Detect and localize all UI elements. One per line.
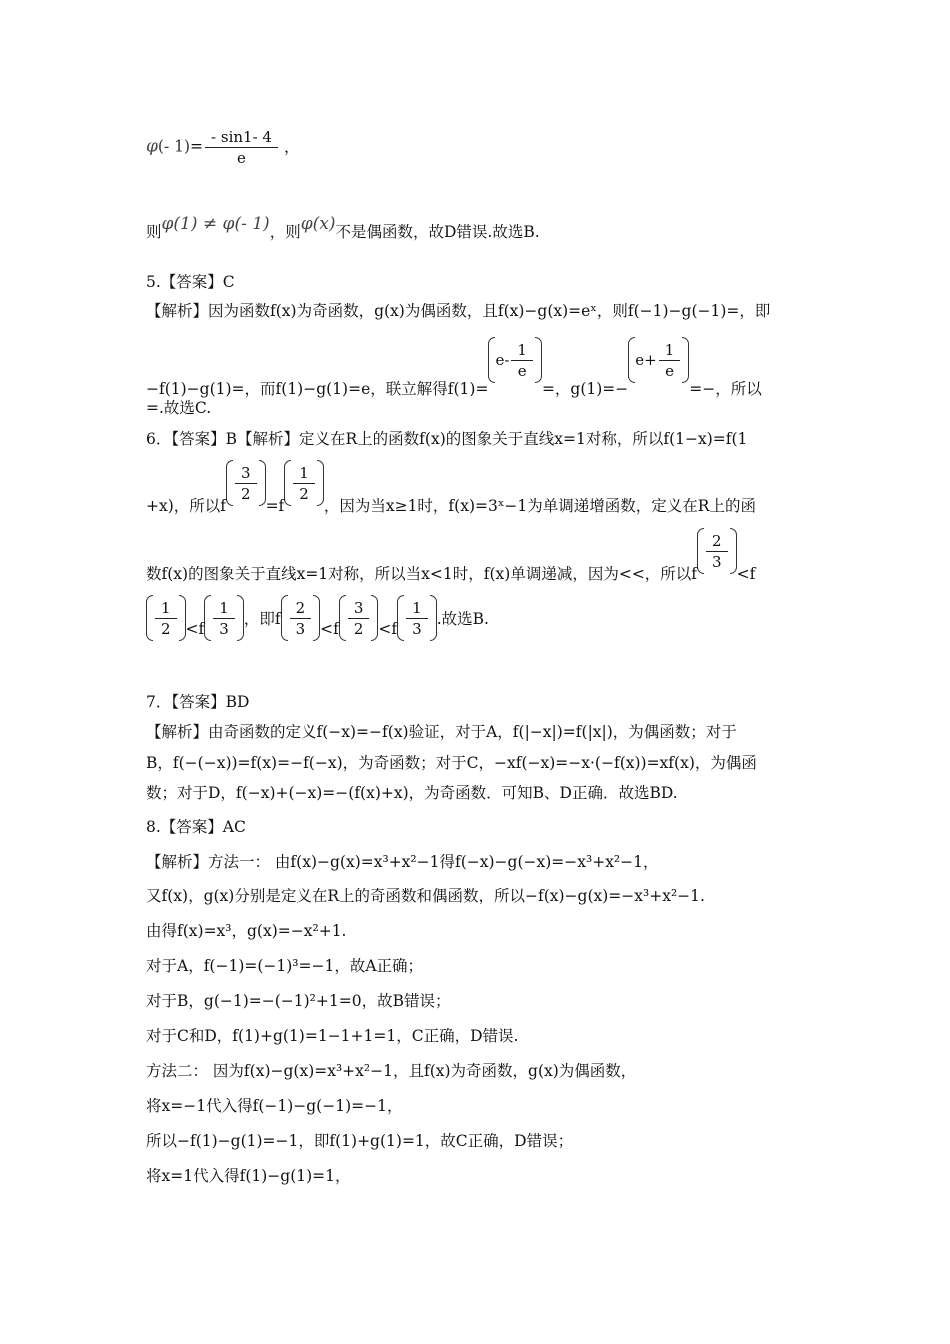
q8-line: 对于B，g(−1)=−(−1)²+1=0，故B错误；: [146, 992, 451, 1010]
fraction-denominator: e: [517, 361, 527, 380]
text-post: 不是偶函数，故D错误.故选B.: [335, 223, 540, 241]
q8-line: 由得f(x)=x³，g(x)=−x²+1.: [146, 922, 347, 940]
fraction-denominator: e: [237, 149, 246, 167]
q7-analysis-2: B，f(−(−x))=f(x)=−f(−x)，为奇函数；对于C，−xf(−x)=−x·(−f(x))=xf(x)，为偶函: [146, 754, 757, 772]
phi-x: φ(x): [300, 214, 336, 234]
text: <f: [185, 620, 205, 638]
paren-group: [397, 595, 437, 641]
phi-fraction: [205, 128, 278, 167]
q8-line: 又f(x)，g(x)分别是定义在R上的奇函数和偶函数，所以−f(x)−g(x)=−x³+x²−1.: [146, 887, 705, 905]
q5-answer: 5.【答案】C: [146, 273, 235, 291]
fraction-numerator: 2: [290, 599, 312, 619]
q7-answer: 7．【答案】BD: [146, 693, 250, 711]
phi-equation: [146, 128, 299, 167]
fraction-denominator: 3: [295, 619, 306, 638]
fraction-numerator: 1: [659, 341, 681, 361]
text: .故选B.: [436, 610, 489, 628]
text: <f: [320, 620, 339, 638]
text: +x)，所以f: [146, 497, 227, 515]
text: =，g(1)=−: [541, 380, 629, 398]
paren-group: [284, 460, 324, 506]
fraction-numerator: - sin1- 4: [205, 128, 278, 148]
q8-line: 方法二： 因为f(x)−g(x)=x³+x²−1，且f(x)为奇函数，g(x)为偶函数，: [146, 1062, 637, 1080]
fraction-numerator: 1: [406, 599, 428, 619]
paren-group: [146, 595, 186, 641]
phi-inequality: φ(1) ≠ φ(- 1): [161, 214, 270, 234]
fraction-denominator: 3: [219, 619, 229, 638]
paren-group: [339, 595, 379, 641]
paren-group: [226, 460, 266, 506]
fraction-numerator: 2: [706, 532, 728, 552]
equals-sign: =: [190, 137, 204, 156]
q8-line: 所以−f(1)−g(1)=−1，即f(1)+g(1)=1，故C正确，D错误；: [146, 1132, 574, 1150]
fraction-denominator: 2: [161, 619, 171, 638]
fraction-denominator: 2: [241, 484, 251, 503]
text: =−，所以: [689, 380, 762, 398]
q6-analysis-3: [146, 528, 756, 583]
text-ze: 则: [146, 223, 162, 241]
q5-analysis-3: =.故选C.: [146, 399, 212, 417]
q8-line: 将x=−1代入得f(−1)−g(−1)=−1，: [146, 1097, 403, 1115]
text: <f: [736, 565, 756, 583]
q8-line: 对于C和D，f(1)+g(1)=1−1+1=1，C正确，D错误.: [146, 1027, 519, 1045]
q7-analysis-1: 【解析】由奇函数的定义f(−x)=−f(x)验证，对于A，f(|−x|)=f(|x|)，为偶函数；对于: [146, 723, 737, 741]
q5-analysis-1: 【解析】因为函数f(x)为奇函数，g(x)为偶函数，且f(x)−g(x)=eˣ，则f(−1)−g(−1)=，即: [146, 302, 771, 320]
text: ，因为当x≥1时，f(x)=3ˣ−1为单调递增函数，定义在R上的函: [323, 497, 756, 515]
q7-analysis-3: 数；对于D，f(−x)+(−x)=−(f(x)+x)，为奇函数．可知B、D正确．故选BD.: [146, 784, 678, 802]
comma: ，: [283, 137, 300, 156]
phi-argument: (- 1): [157, 137, 191, 156]
fraction-denominator: 3: [412, 619, 422, 638]
q8-line: 对于A，f(−1)=(−1)³=−1，故A正确；: [146, 957, 424, 975]
fraction-denominator: e: [665, 361, 674, 380]
text-mid: ，则: [269, 223, 301, 241]
q6-analysis-4: [146, 595, 489, 641]
fraction-numerator: 3: [235, 464, 257, 484]
text: e+: [635, 351, 657, 369]
text: 数f(x)的图象关于直线x=1对称，所以当x<1时，f(x)单调递减，因为<<，所以f: [146, 565, 698, 583]
q8-line: 【解析】方法一： 由f(x)−g(x)=x³+x²−1得f(−x)−g(−x)=−x³+x²−1，: [146, 853, 659, 871]
text: e-: [495, 351, 510, 369]
text: <f: [378, 620, 398, 638]
conclusion-line: [146, 214, 540, 242]
paren-group: [204, 595, 244, 641]
q6-analysis-1: 6．【答案】B【解析】定义在R上的函数f(x)的图象关于直线x=1对称，所以f(1−x)=f(1: [146, 430, 748, 448]
q6-analysis-2: [146, 460, 756, 515]
q5-analysis-2: [146, 337, 762, 398]
fraction-numerator: 1: [511, 341, 533, 361]
fraction-denominator: 3: [712, 552, 722, 571]
fraction-denominator: 2: [353, 619, 364, 638]
text: ，即f: [243, 610, 281, 628]
fraction-numerator: 1: [213, 599, 235, 619]
paren-group: [488, 337, 542, 383]
text: =f: [265, 497, 285, 515]
paren-group: [697, 528, 737, 574]
fraction-numerator: 1: [155, 599, 177, 619]
q8-line: 将x=1代入得f(1)−g(1)=1，: [146, 1167, 351, 1185]
paren-group: [628, 337, 689, 383]
q8-answer: 8.【答案】AC: [146, 818, 246, 836]
paren-group: [281, 595, 321, 641]
fraction-numerator: 1: [293, 464, 315, 484]
fraction-denominator: 2: [299, 484, 309, 503]
text: −f(1)−g(1)=，而f(1)−g(1)=e，联立解得f(1)=: [146, 380, 489, 398]
phi-symbol: φ: [146, 136, 158, 157]
fraction-numerator: 3: [348, 599, 370, 619]
